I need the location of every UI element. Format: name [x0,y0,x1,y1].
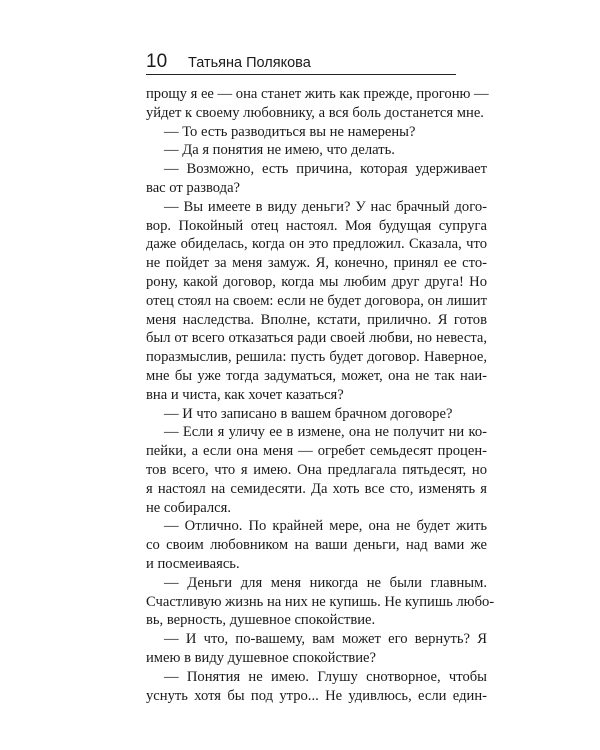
text-line: и посмеиваясь. [146,555,240,572]
text-line: — Если я уличу ее в измене, она не получит ни ко- [164,424,487,441]
text-line: прощу я ее — она станет жить как прежде, прогоню — [146,86,489,102]
text-line: — Понятия не имею. Глушу снотворное, чтобы [164,668,487,685]
body-text [146,85,495,705]
text-line: не пойдет за меня замуж. Я, конечно, принял ее сто- [146,255,487,272]
text-line: вор. Покойный отец настоял. Моя будущая супруга [146,217,487,234]
text-line: — Возможно, есть причина, которая удерживает [164,161,487,178]
text-line: даже обиделась, когда он это предложил. Сказала, что [146,236,487,253]
header-rule [146,74,456,75]
text-line: — Вы имеете в виду деньги? У нас брачный дого- [164,198,487,215]
text-line: не собирался. [146,499,231,516]
page-number: 10 [146,51,168,72]
text-line: вь, верность, душевное спокойствие. [146,612,376,629]
text-line: Счастливую жизнь на них не купишь. Не купишь любо- [146,593,495,610]
text-line: поразмыслив, решила: пусть будет договор. Наверное, [146,349,487,366]
text-line: меня наследства. Вполне, кстати, прилично. Я готов [146,311,487,328]
page-header [146,50,456,74]
text-line: отец стоял на своем: если не будет договора, он лишит [146,292,487,309]
text-line: я настоял на семидесяти. Да хоть все сто, изменять я [146,480,487,497]
text-line: — И что, по-вашему, вам может его вернуть? Я [164,631,487,648]
running-title: Татьяна Полякова [188,55,311,71]
text-line: мне бы уже тогда задуматься, может, она не так наи- [146,367,487,384]
text-line: имею в виду душевное спокойствие? [146,649,376,666]
text-line: — Да я понятия не имею, что делать. [164,142,395,159]
text-line: рону, какой договор, когда мы любим друг друга! Но [146,273,487,290]
text-line: — То есть разводиться вы не намерены? [164,123,416,140]
text-line: со своим любовником на ваши деньги, над вами же [146,537,487,554]
text-line: пейки, а если она меня — огребет семьдесят процен- [146,443,487,460]
text-line: — И что записано в вашем брачном договоре? [164,405,453,422]
text-line: тов всего, что я имею. Она предлагала пятьдесят, но [146,461,487,478]
text-line: вна и чиста, как хочет казаться? [146,386,344,403]
text-line: уйдет к своему любовнику, а вся боль достанется мне. [146,104,484,121]
text-line: вас от развода? [146,179,241,196]
text-line: уснуть хотя бы под утро... Не удивлюсь, если един- [146,687,487,704]
text-line: — Отлично. По крайней мере, она не будет жить [164,518,487,535]
text-line: был от всего отказаться ради своей любви, но невеста, [146,330,487,347]
text-line: — Деньги для меня никогда не были главным. [164,574,487,591]
